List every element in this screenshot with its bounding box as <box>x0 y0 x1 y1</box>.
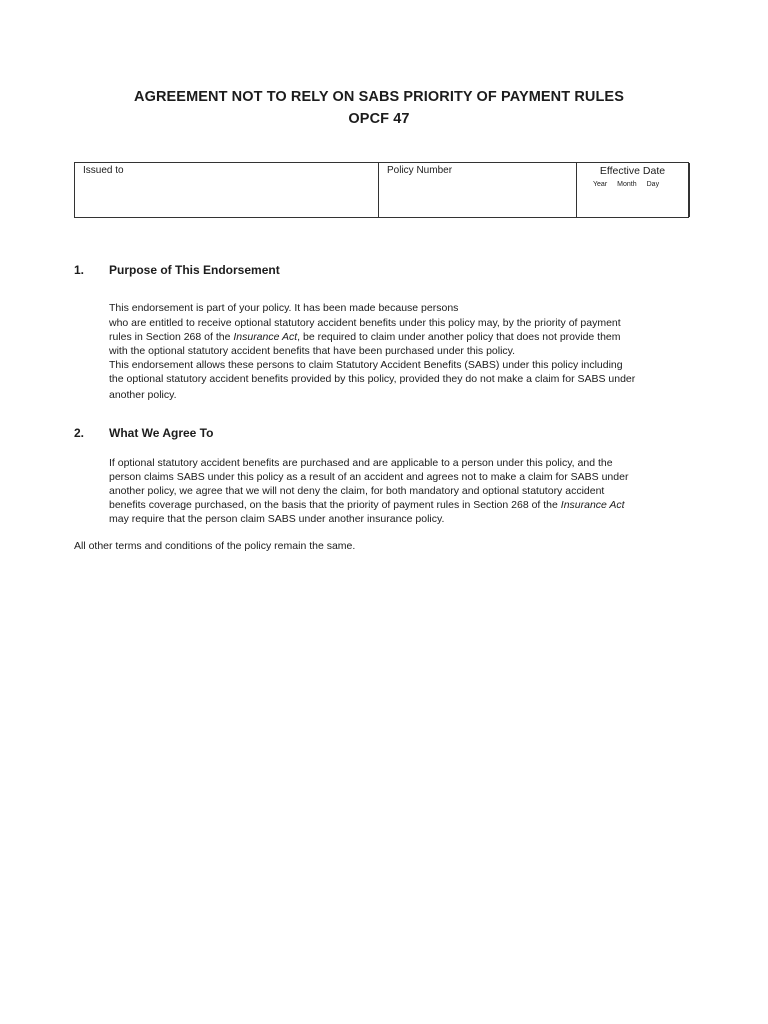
policy-info-table <box>74 162 689 218</box>
effective-date-field[interactable] <box>577 163 688 217</box>
body-line: rules in Section 268 of the Insurance Act, be required to claim under another policy that does not provide them <box>109 331 621 343</box>
document-title: AGREEMENT NOT TO RELY ON SABS PRIORITY OF PAYMENT RULES <box>134 89 624 105</box>
year-label: Year <box>593 181 608 188</box>
section-1-body <box>109 301 699 402</box>
body-line: may require that the person claim SABS under another insurance policy. <box>109 513 445 525</box>
body-line: This endorsement is part of your policy. It has been made because persons <box>109 302 459 314</box>
policy-number-field[interactable] <box>379 163 577 217</box>
body-line: who are entitled to receive optional statutory accident benefits under this policy may, by the priority of payment <box>109 317 621 329</box>
issued-to-field[interactable] <box>75 163 379 217</box>
body-line: If optional statutory accident benefits are purchased and are applicable to a person under this policy, and the <box>109 457 613 469</box>
body-line: another policy. <box>109 389 177 401</box>
section-1-number: 1. <box>74 263 85 277</box>
section-2-number: 2. <box>74 426 85 440</box>
effective-date-label: Effective Date <box>599 165 666 177</box>
policy-number-label: Policy Number <box>387 165 453 176</box>
day-label: Day <box>646 181 660 188</box>
body-line: person claims SABS under this policy as a result of an accident and agrees not to make a claim for SABS under <box>109 471 629 483</box>
section-2-body <box>109 456 699 526</box>
body-line: benefits coverage purchased, on the basis that the priority of payment rules in Section 268 of the Insurance Act <box>109 499 625 511</box>
date-parts <box>593 181 659 188</box>
section-1-heading: Purpose of This Endorsement <box>109 263 280 277</box>
section-2-heading: What We Agree To <box>109 426 214 440</box>
body-line: the optional statutory accident benefits provided by this policy, provided they do not make a claim for SABS under <box>109 373 636 385</box>
table-edge <box>689 163 690 217</box>
month-label: Month <box>617 181 637 188</box>
body-line: with the optional statutory accident benefits that have been purchased under this policy. <box>109 345 516 357</box>
body-line: another policy, we agree that we will not deny the claim, for both mandatory and optional statutory accident <box>109 485 605 497</box>
body-line: This endorsement allows these persons to claim Statutory Accident Benefits (SABS) under this policy including <box>109 359 623 371</box>
form-code: OPCF 47 <box>348 111 410 127</box>
closing-statement: All other terms and conditions of the policy remain the same. <box>74 540 356 552</box>
issued-to-label: Issued to <box>83 165 124 176</box>
